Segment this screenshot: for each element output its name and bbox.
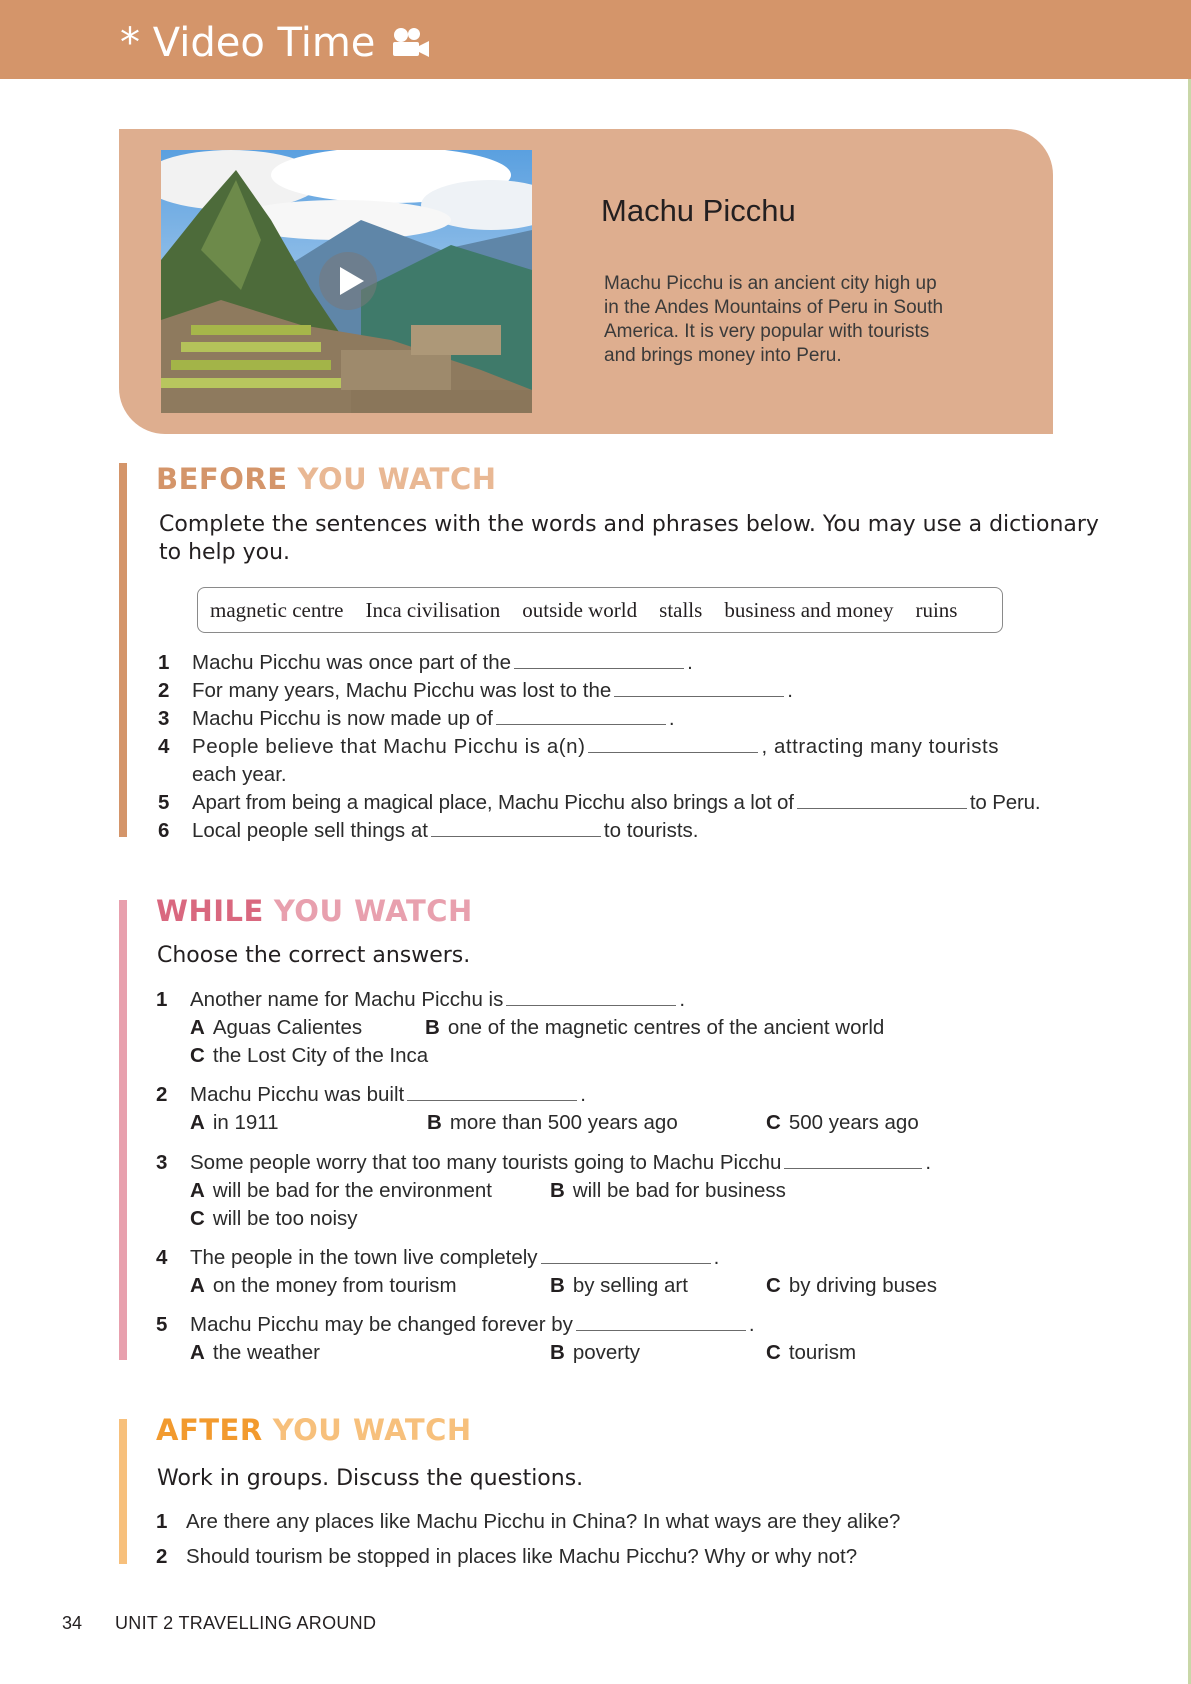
option-text: tourism xyxy=(788,1341,857,1364)
item-text: . xyxy=(713,1246,720,1269)
item-text: to tourists. xyxy=(603,819,699,842)
item-text: to Peru. xyxy=(969,791,1041,814)
option-letter: B xyxy=(427,1111,442,1134)
after-question-2: Should tourism be stopped in places like Machu Picchu? Why or why not? xyxy=(186,1545,858,1568)
item-text: . xyxy=(668,707,675,730)
option-letter: C xyxy=(190,1044,205,1067)
word-bank-item: outside world xyxy=(522,597,638,622)
section-title-text: * Video Time xyxy=(120,20,376,66)
item-number: 2 xyxy=(156,1545,168,1568)
item-text: . xyxy=(580,1083,586,1106)
item-text: Machu Picchu was built xyxy=(190,1083,405,1106)
option-text: the Lost City of the Inca xyxy=(212,1044,429,1067)
word-bank-item: stalls xyxy=(659,597,703,622)
instruction-line: to help you. xyxy=(159,540,291,565)
answer-blank[interactable] xyxy=(588,736,758,753)
option-b[interactable] xyxy=(550,1179,786,1203)
word-bank-item: magnetic centre xyxy=(210,597,344,622)
option-letter: B xyxy=(425,1016,440,1039)
option-letter: A xyxy=(190,1111,205,1134)
option-a[interactable] xyxy=(190,1341,320,1365)
after-question-1: Are there any places like Machu Picchu in China? In what ways are they alike? xyxy=(186,1510,901,1533)
item-text: Apart from being a magical place, Machu Picchu also brings a lot of xyxy=(192,791,794,814)
video-card xyxy=(119,129,1053,434)
description-line: and brings money into Peru. xyxy=(604,345,842,366)
option-text: the weather xyxy=(212,1341,320,1364)
option-letter: C xyxy=(766,1341,781,1364)
option-text: by driving buses xyxy=(788,1274,937,1297)
item-text: . xyxy=(748,1313,755,1336)
before-heading xyxy=(156,462,497,496)
while-heading-word: WHILE xyxy=(156,894,264,928)
section-title xyxy=(120,20,431,66)
before-instruction xyxy=(159,511,1099,567)
option-b[interactable] xyxy=(427,1111,678,1135)
item-text: People believe that Machu Picchu is a(n) xyxy=(192,735,586,758)
instruction-line: Complete the sentences with the words and phrases below. You may use a dictionary xyxy=(159,512,1099,537)
item-text: For many years, Machu Picchu was lost to the xyxy=(192,679,612,702)
while-question-2 xyxy=(190,1083,586,1107)
option-text: will be too noisy xyxy=(212,1207,358,1230)
after-section-bar xyxy=(119,1419,127,1564)
after-heading-suffix: YOU WATCH xyxy=(272,1413,472,1447)
while-question-4 xyxy=(190,1246,719,1270)
item-text: Some people worry that too many tourists going to Machu Picchu xyxy=(190,1151,782,1174)
while-question-1 xyxy=(190,988,685,1012)
before-heading-word: BEFORE xyxy=(156,462,288,496)
item-number: 4 xyxy=(156,1246,168,1269)
answer-blank[interactable] xyxy=(614,680,784,697)
option-letter: B xyxy=(550,1274,565,1297)
answer-blank[interactable] xyxy=(496,708,666,725)
item-number: 1 xyxy=(158,651,170,674)
option-letter: A xyxy=(190,1016,205,1039)
answer-blank xyxy=(407,1084,577,1101)
after-heading-word: AFTER xyxy=(156,1413,263,1447)
description-line: in the Andes Mountains of Peru in South xyxy=(604,297,944,318)
option-text: 500 years ago xyxy=(788,1111,919,1134)
before-section-bar xyxy=(119,463,127,837)
item-number: 3 xyxy=(158,707,170,730)
item-text: Another name for Machu Picchu is xyxy=(190,988,504,1011)
video-title: Machu Picchu xyxy=(601,193,796,228)
option-letter: A xyxy=(190,1274,205,1297)
word-bank-item: business and money xyxy=(724,597,894,622)
item-text: . xyxy=(679,988,686,1011)
answer-blank xyxy=(784,1152,922,1169)
option-letter: B xyxy=(550,1341,565,1364)
item-number: 6 xyxy=(158,819,170,842)
option-a[interactable] xyxy=(190,1179,492,1203)
option-b[interactable] xyxy=(550,1341,640,1365)
answer-blank[interactable] xyxy=(514,652,684,669)
description-line: America. It is very popular with tourists xyxy=(604,321,930,342)
option-c[interactable] xyxy=(766,1274,937,1298)
item-number: 3 xyxy=(156,1151,168,1174)
before-item-6 xyxy=(192,819,698,843)
item-number: 5 xyxy=(156,1313,168,1336)
answer-blank[interactable] xyxy=(431,820,601,837)
option-text: will be bad for the environment xyxy=(212,1179,492,1202)
answer-blank xyxy=(541,1247,711,1264)
option-text: poverty xyxy=(572,1341,641,1364)
after-heading xyxy=(156,1413,472,1447)
option-letter: C xyxy=(766,1111,781,1134)
option-text: will be bad for business xyxy=(572,1179,786,1202)
option-letter: B xyxy=(550,1179,565,1202)
option-text: more than 500 years ago xyxy=(449,1111,678,1134)
item-text: Machu Picchu may be changed forever by xyxy=(190,1313,573,1336)
item-text: . xyxy=(687,651,693,674)
option-a[interactable] xyxy=(190,1111,279,1135)
item-text: Machu Picchu was once part of the xyxy=(192,651,512,674)
option-letter: A xyxy=(190,1179,205,1202)
option-text: in 1911 xyxy=(212,1111,279,1134)
unit-title: UNIT 2 TRAVELLING AROUND xyxy=(115,1613,377,1633)
option-c[interactable] xyxy=(766,1111,919,1135)
before-heading-suffix: YOU WATCH xyxy=(297,462,497,496)
item-text: . xyxy=(787,679,793,702)
while-heading-suffix: YOU WATCH xyxy=(273,894,473,928)
option-letter: C xyxy=(190,1207,205,1230)
before-item-1 xyxy=(192,651,693,675)
before-item-4-cont: each year. xyxy=(192,763,287,786)
word-bank-item: Inca civilisation xyxy=(365,597,501,622)
while-question-5 xyxy=(190,1313,755,1337)
while-heading xyxy=(156,894,473,928)
answer-blank xyxy=(576,1314,746,1331)
word-bank xyxy=(197,587,1003,633)
word-bank-item: ruins xyxy=(915,597,958,622)
before-item-4 xyxy=(192,735,999,759)
after-instruction: Work in groups. Discuss the questions. xyxy=(157,1466,584,1491)
option-text: Aguas Calientes xyxy=(212,1016,363,1039)
item-number: 1 xyxy=(156,988,168,1011)
page-number: 34 xyxy=(62,1613,83,1633)
option-letter: A xyxy=(190,1341,205,1364)
option-b[interactable] xyxy=(550,1274,688,1298)
option-b[interactable] xyxy=(425,1016,884,1040)
video-camera-icon xyxy=(389,26,431,60)
item-text: , attracting many tourists xyxy=(761,735,1000,758)
item-text: The people in the town live completely xyxy=(190,1246,538,1269)
while-question-3 xyxy=(190,1151,931,1175)
description-line: Machu Picchu is an ancient city high up xyxy=(604,273,937,294)
item-number: 2 xyxy=(156,1083,168,1106)
option-text: one of the magnetic centres of the ancient world xyxy=(447,1016,885,1039)
option-c[interactable] xyxy=(190,1044,428,1068)
option-text: on the money from tourism xyxy=(212,1274,457,1297)
option-a[interactable] xyxy=(190,1016,362,1040)
option-c[interactable] xyxy=(190,1207,358,1231)
item-number: 1 xyxy=(156,1510,168,1533)
play-button[interactable] xyxy=(319,252,377,310)
option-text: by selling art xyxy=(572,1274,688,1297)
item-text: . xyxy=(925,1151,932,1174)
item-number: 2 xyxy=(158,679,170,702)
item-number: 5 xyxy=(158,791,170,814)
video-description xyxy=(604,272,964,368)
before-item-3 xyxy=(192,707,675,731)
header-bar xyxy=(0,0,1191,79)
machu-picchu-video-thumbnail[interactable] xyxy=(161,150,532,413)
before-item-5 xyxy=(192,791,1040,815)
answer-blank xyxy=(506,989,676,1006)
while-instruction: Choose the correct answers. xyxy=(157,943,471,968)
item-number: 4 xyxy=(158,735,170,758)
while-section-bar xyxy=(119,900,127,1360)
option-c[interactable] xyxy=(766,1341,856,1365)
item-text: Local people sell things at xyxy=(192,819,428,842)
item-text: Machu Picchu is now made up of xyxy=(192,707,493,730)
before-item-2 xyxy=(192,679,793,703)
option-letter: C xyxy=(766,1274,781,1297)
option-a[interactable] xyxy=(190,1274,457,1298)
answer-blank[interactable] xyxy=(797,792,967,809)
